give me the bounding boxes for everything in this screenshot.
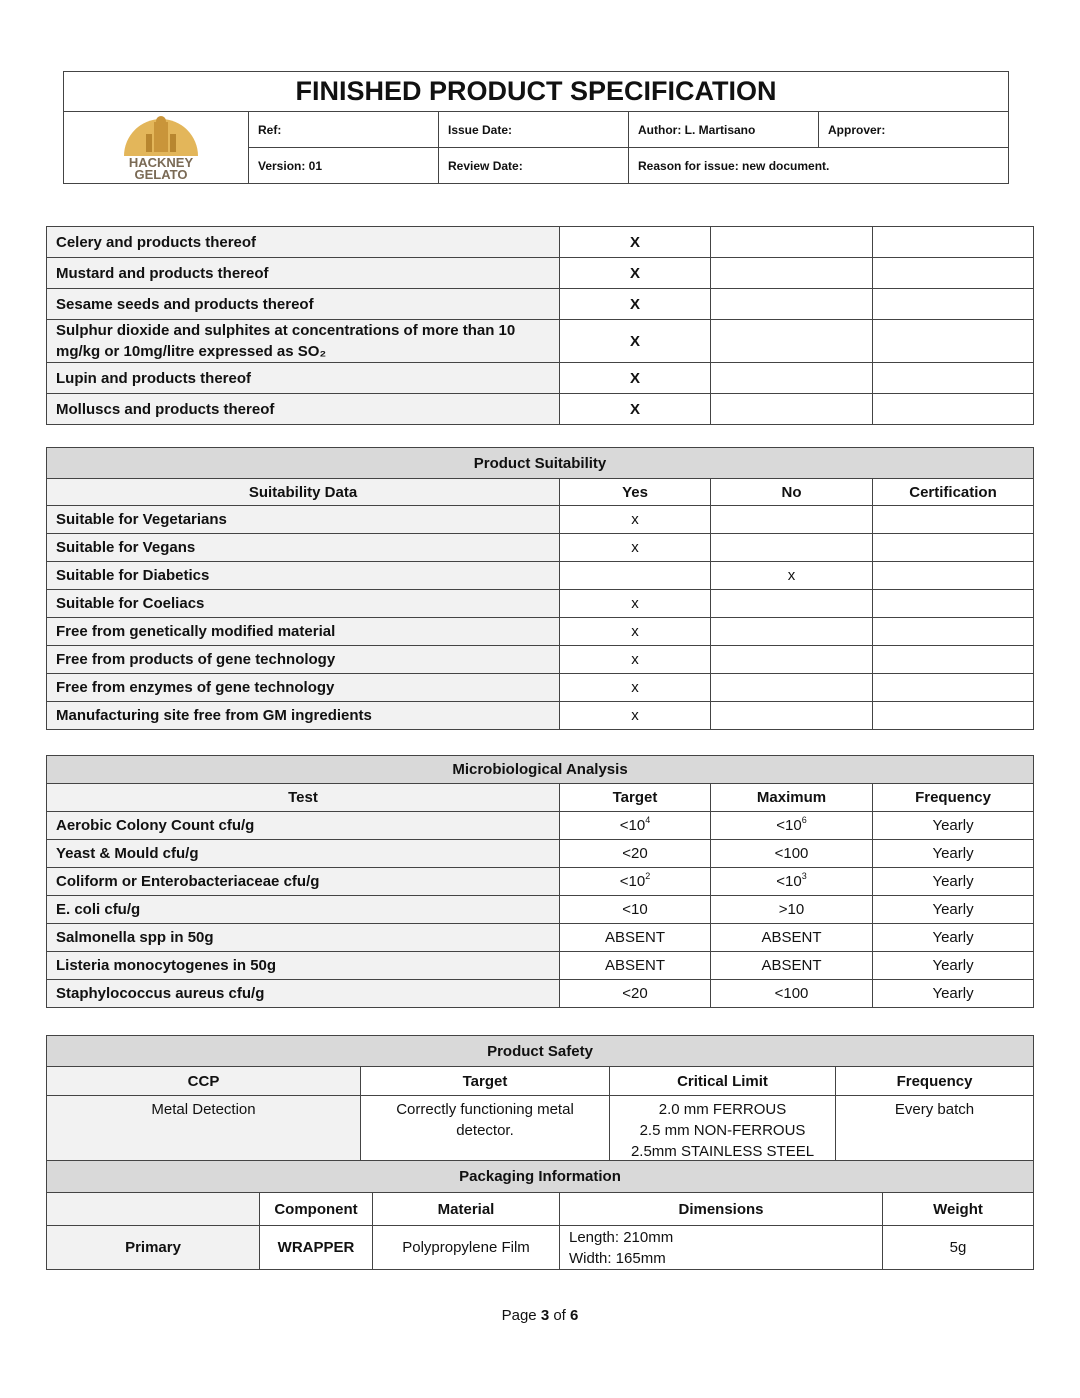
table-row [47, 506, 1034, 534]
certification-cell [873, 702, 1034, 730]
test-label: Aerobic Colony Count cfu/g [47, 812, 560, 840]
table-row [47, 840, 1034, 868]
maximum-cell [711, 812, 873, 840]
suitability-label: Manufacturing site free from GM ingredients [47, 702, 560, 730]
table-row [47, 924, 1034, 952]
test-label: Staphylococcus aureus cfu/g [47, 980, 560, 1008]
allergen-label: Celery and products thereof [47, 227, 560, 258]
frequency-cell: Yearly [873, 924, 1034, 952]
target-cell: <10 [560, 896, 711, 924]
table-row [47, 590, 1034, 618]
table-row [47, 258, 1034, 289]
allergen-mark: X [560, 227, 711, 258]
target-cell [560, 868, 711, 896]
logo-text-1: HACKNEY [128, 155, 193, 170]
suitability-label: Suitable for Diabetics [47, 562, 560, 590]
column-header: Critical Limit [610, 1067, 836, 1096]
table-row [47, 534, 1034, 562]
test-label: Salmonella spp in 50g [47, 924, 560, 952]
no-cell: x [711, 562, 873, 590]
empty-cell [711, 227, 873, 258]
page-footer [0, 1307, 1080, 1324]
allergen-table [46, 226, 1034, 425]
empty-cell [711, 363, 873, 394]
suitability-label: Suitable for Coeliacs [47, 590, 560, 618]
test-label: E. coli cfu/g [47, 896, 560, 924]
table-row [47, 227, 1034, 258]
allergen-label: Mustard and products thereof [47, 258, 560, 289]
column-header: Target [560, 784, 711, 812]
no-cell [711, 534, 873, 562]
no-cell [711, 674, 873, 702]
yes-cell: x [560, 646, 711, 674]
allergen-mark: X [560, 289, 711, 320]
section-title: Packaging Information [47, 1161, 1034, 1193]
maximum-value: <10 [776, 873, 802, 890]
allergen-mark: X [560, 258, 711, 289]
target-cell: ABSENT [560, 952, 711, 980]
empty-cell [711, 394, 873, 425]
document-header [63, 71, 1009, 184]
yes-cell [560, 562, 711, 590]
table-row [47, 702, 1034, 730]
column-header: Weight [883, 1193, 1034, 1226]
maximum-value: <10 [776, 817, 802, 834]
column-header: Suitability Data [47, 479, 560, 506]
maximum-cell: <100 [711, 980, 873, 1008]
column-header: Maximum [711, 784, 873, 812]
section-title: Product Safety [47, 1036, 1034, 1067]
micro-table [46, 755, 1034, 1008]
frequency-cell: Yearly [873, 840, 1034, 868]
certification-cell [873, 562, 1034, 590]
column-header: Component [260, 1193, 373, 1226]
author-field: Author: L. Martisano [629, 112, 819, 148]
column-header: No [711, 479, 873, 506]
table-row [47, 363, 1034, 394]
ccp-cell: Metal Detection [47, 1096, 361, 1163]
packaging-table [46, 1160, 1034, 1270]
target-exponent: 2 [645, 871, 651, 881]
approver-field: Approver: [819, 112, 1009, 148]
test-label: Listeria monocytogenes in 50g [47, 952, 560, 980]
dimensions-cell [560, 1226, 883, 1270]
empty-cell [873, 320, 1034, 363]
suitability-label: Suitable for Vegetarians [47, 506, 560, 534]
target-exponent: 4 [645, 815, 651, 825]
target-cell [560, 812, 711, 840]
target-line: detector. [456, 1122, 514, 1139]
issue-date-field: Issue Date: [439, 112, 629, 148]
critical-limit-cell [610, 1096, 836, 1163]
table-row [47, 646, 1034, 674]
yes-cell: x [560, 702, 711, 730]
table-row [47, 289, 1034, 320]
table-row [47, 868, 1034, 896]
target-cell: <20 [560, 840, 711, 868]
certification-cell [873, 506, 1034, 534]
frequency-cell: Every batch [836, 1096, 1034, 1163]
dimension-line: Length: 210mm [569, 1228, 674, 1246]
column-header: Target [361, 1067, 610, 1096]
table-row [47, 896, 1034, 924]
material-cell: Polypropylene Film [373, 1226, 560, 1270]
section-title: Microbiological Analysis [47, 756, 1034, 784]
empty-cell [873, 394, 1034, 425]
table-row [47, 812, 1034, 840]
maximum-cell: ABSENT [711, 952, 873, 980]
empty-cell [873, 258, 1034, 289]
allergen-mark: X [560, 363, 711, 394]
table-row [47, 562, 1034, 590]
allergen-label: Lupin and products thereof [47, 363, 560, 394]
safety-table [46, 1035, 1034, 1163]
yes-cell: x [560, 590, 711, 618]
limit-line: 2.0 mm FERROUS [658, 1101, 787, 1118]
dimension-line: Width: 165mm [569, 1249, 666, 1267]
column-header: Certification [873, 479, 1034, 506]
table-row [47, 1226, 1034, 1270]
yes-cell: x [560, 534, 711, 562]
target-value: <10 [619, 817, 646, 834]
table-row [47, 952, 1034, 980]
column-header: CCP [47, 1067, 361, 1096]
frequency-cell: Yearly [873, 980, 1034, 1008]
column-header: Dimensions [560, 1193, 883, 1226]
empty-cell [711, 320, 873, 363]
certification-cell [873, 534, 1034, 562]
certification-cell [873, 618, 1034, 646]
allergen-mark: X [560, 394, 711, 425]
table-row [47, 394, 1034, 425]
target-cell: ABSENT [560, 924, 711, 952]
target-cell: <20 [560, 980, 711, 1008]
certification-cell [873, 646, 1034, 674]
table-row [47, 1096, 1034, 1163]
frequency-cell: Yearly [873, 952, 1034, 980]
column-header: Test [47, 784, 560, 812]
suitability-label: Free from genetically modified material [47, 618, 560, 646]
empty-cell [873, 289, 1034, 320]
weight-cell: 5g [883, 1226, 1034, 1270]
limit-line: 2.5mm STAINLESS STEEL [630, 1143, 815, 1160]
table-row [47, 980, 1034, 1008]
column-header: Yes [560, 479, 711, 506]
column-header [47, 1193, 260, 1226]
maximum-cell: >10 [711, 896, 873, 924]
maximum-exponent: 6 [801, 815, 807, 825]
suitability-label: Free from enzymes of gene technology [47, 674, 560, 702]
page-word: Page [501, 1307, 537, 1324]
target-cell [361, 1096, 610, 1163]
empty-cell [711, 258, 873, 289]
maximum-cell [711, 868, 873, 896]
component-cell: WRAPPER [260, 1226, 373, 1270]
maximum-cell: <100 [711, 840, 873, 868]
document-title: FINISHED PRODUCT SPECIFICATION [64, 72, 1009, 112]
logo-text-2: GELATO [134, 167, 187, 180]
suitability-label: Free from products of gene technology [47, 646, 560, 674]
suitability-label: Suitable for Vegans [47, 534, 560, 562]
certification-cell [873, 590, 1034, 618]
empty-cell [873, 363, 1034, 394]
table-row [47, 618, 1034, 646]
empty-cell [711, 289, 873, 320]
yes-cell: x [560, 618, 711, 646]
maximum-exponent: 3 [801, 871, 807, 881]
target-value: <10 [619, 873, 646, 890]
allergen-mark: X [560, 320, 711, 363]
packaging-type: Primary [47, 1226, 260, 1270]
no-cell [711, 646, 873, 674]
column-header: Material [373, 1193, 560, 1226]
frequency-cell: Yearly [873, 812, 1034, 840]
test-label: Yeast & Mould cfu/g [47, 840, 560, 868]
allergen-label: Sulphur dioxide and sulphites at concentrations of more than 10 mg/kg or 10mg/litre expressed as SO₂ [47, 320, 560, 363]
empty-cell [873, 227, 1034, 258]
table-row [47, 320, 1034, 363]
company-logo [64, 112, 249, 184]
section-title: Product Suitability [47, 448, 1034, 479]
of-word: of [553, 1307, 566, 1324]
maximum-cell: ABSENT [711, 924, 873, 952]
review-date-field: Review Date: [439, 148, 629, 184]
no-cell [711, 506, 873, 534]
test-label: Coliform or Enterobacteriaceae cfu/g [47, 868, 560, 896]
column-header: Frequency [873, 784, 1034, 812]
version-field: Version: 01 [249, 148, 439, 184]
current-page: 3 [540, 1307, 550, 1324]
no-cell [711, 618, 873, 646]
yes-cell: x [560, 674, 711, 702]
ref-field: Ref: [249, 112, 439, 148]
reason-field: Reason for issue: new document. [629, 148, 1009, 184]
column-header: Frequency [836, 1067, 1034, 1096]
limit-line: 2.5 mm NON-FERROUS [639, 1122, 806, 1139]
allergen-label: Molluscs and products thereof [47, 394, 560, 425]
frequency-cell: Yearly [873, 896, 1034, 924]
frequency-cell: Yearly [873, 868, 1034, 896]
hackney-gelato-logo-icon [116, 112, 206, 180]
total-pages: 6 [570, 1307, 579, 1324]
no-cell [711, 702, 873, 730]
suitability-table [46, 447, 1034, 730]
no-cell [711, 590, 873, 618]
yes-cell: x [560, 506, 711, 534]
certification-cell [873, 674, 1034, 702]
allergen-label: Sesame seeds and products thereof [47, 289, 560, 320]
target-line: Correctly functioning metal [396, 1101, 574, 1118]
table-row [47, 674, 1034, 702]
